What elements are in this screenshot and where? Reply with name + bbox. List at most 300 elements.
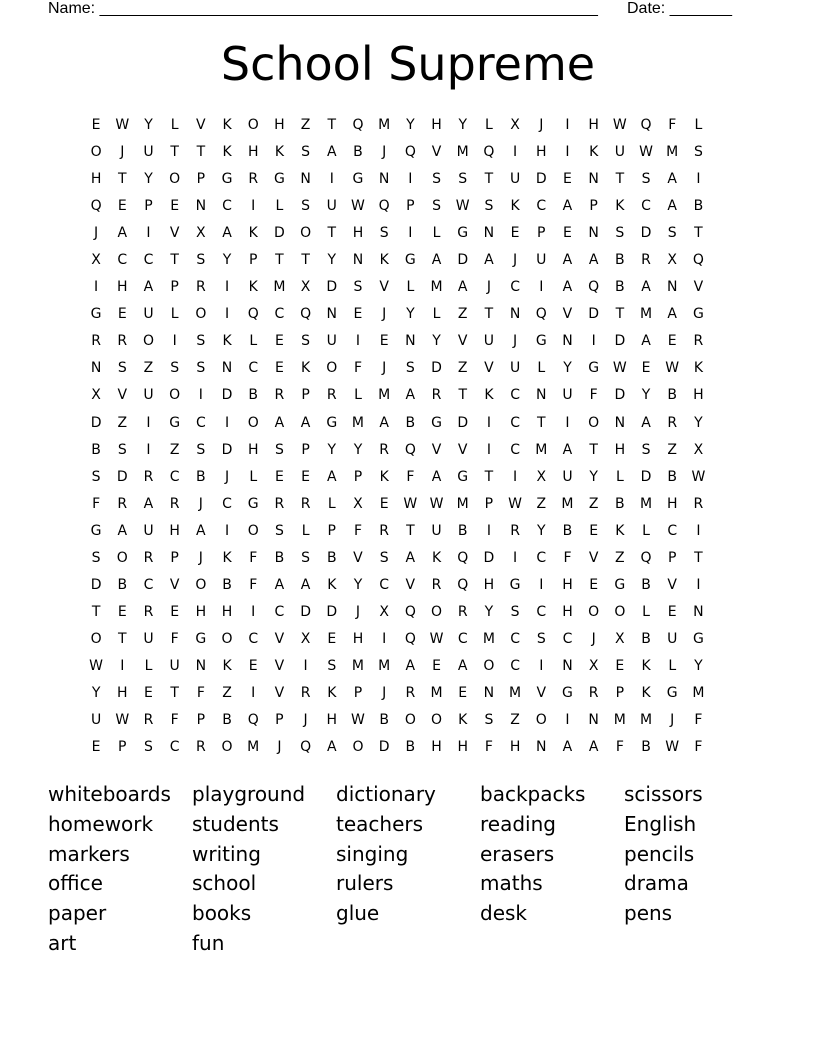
grid-cell[interactable]: U (562, 387, 573, 404)
grid-cell[interactable]: S (274, 522, 284, 539)
grid-cell[interactable]: H (562, 576, 573, 593)
grid-cell[interactable]: A (431, 468, 442, 485)
grid-cell[interactable]: K (510, 198, 520, 215)
grid-cell[interactable]: N (509, 306, 521, 323)
grid-cell[interactable]: F (694, 739, 703, 756)
grid-cell[interactable]: O (404, 712, 416, 729)
grid-cell[interactable]: H (431, 739, 442, 756)
grid-cell[interactable]: E (667, 333, 677, 350)
grid-cell[interactable]: C (510, 441, 520, 458)
grid-cell[interactable]: P (406, 198, 415, 215)
grid-cell[interactable]: W (115, 117, 130, 133)
grid-cell[interactable]: R (91, 333, 101, 350)
grid-cell[interactable]: R (457, 603, 468, 620)
grid-cell[interactable]: L (537, 360, 546, 377)
grid-cell[interactable]: C (274, 306, 285, 323)
grid-cell[interactable]: Q (692, 252, 704, 269)
grid-cell[interactable]: C (222, 198, 232, 215)
grid-cell[interactable]: B (562, 522, 573, 539)
grid-cell[interactable]: X (91, 387, 101, 404)
grid-cell[interactable]: K (615, 522, 625, 539)
grid-cell[interactable]: O (431, 603, 443, 620)
grid-cell[interactable]: A (562, 279, 573, 296)
grid-cell[interactable]: R (300, 495, 311, 512)
grid-cell[interactable]: V (274, 657, 285, 674)
grid-cell[interactable]: I (120, 657, 125, 674)
grid-cell[interactable]: E (117, 198, 127, 215)
grid-cell[interactable]: V (431, 144, 442, 161)
grid-cell[interactable]: R (143, 468, 154, 485)
grid-cell[interactable]: A (196, 522, 206, 539)
grid-cell[interactable]: U (509, 171, 521, 188)
grid-cell[interactable]: T (170, 252, 179, 269)
grid-cell[interactable]: I (486, 414, 491, 431)
grid-cell[interactable]: W (612, 360, 627, 377)
grid-cell[interactable]: G (404, 252, 416, 269)
grid-cell[interactable]: Q (404, 630, 416, 647)
grid-cell[interactable]: S (196, 333, 206, 350)
grid-cell[interactable]: T (458, 387, 467, 404)
grid-cell[interactable]: S (117, 360, 127, 377)
grid-cell[interactable]: M (456, 495, 469, 512)
grid-cell[interactable]: B (91, 441, 101, 458)
grid-cell[interactable]: R (405, 684, 416, 701)
grid-cell[interactable]: K (274, 144, 284, 161)
grid-cell[interactable]: H (195, 603, 207, 620)
grid-cell[interactable]: U (143, 144, 154, 161)
grid-cell[interactable]: S (117, 441, 127, 458)
grid-cell[interactable]: D (614, 333, 626, 350)
grid-cell[interactable]: B (405, 739, 416, 756)
grid-cell[interactable]: U (562, 468, 573, 485)
grid-cell[interactable]: E (667, 603, 677, 620)
grid-cell[interactable]: T (170, 144, 179, 161)
grid-cell[interactable]: Y (406, 306, 415, 323)
grid-cell[interactable]: G (588, 360, 600, 377)
grid-cell[interactable]: I (565, 144, 570, 161)
grid-cell[interactable]: I (565, 414, 570, 431)
grid-cell[interactable]: F (196, 684, 205, 701)
grid-cell[interactable]: U (614, 144, 625, 161)
grid-cell[interactable]: E (274, 468, 284, 485)
grid-cell[interactable]: R (379, 441, 390, 458)
grid-cell[interactable]: R (143, 603, 154, 620)
grid-cell[interactable]: J (355, 603, 361, 620)
grid-cell[interactable]: J (513, 333, 518, 350)
grid-cell[interactable]: L (432, 306, 441, 323)
grid-cell[interactable]: T (118, 630, 127, 647)
grid-cell[interactable]: H (588, 117, 599, 133)
grid-cell[interactable]: H (693, 387, 704, 404)
grid-cell[interactable]: A (405, 549, 416, 566)
grid-cell[interactable]: D (221, 387, 233, 404)
grid-cell[interactable]: U (326, 198, 337, 215)
grid-cell[interactable]: Y (406, 117, 415, 133)
grid-cell[interactable]: V (274, 684, 285, 701)
grid-cell[interactable]: J (670, 712, 675, 729)
grid-cell[interactable]: D (483, 549, 495, 566)
grid-cell[interactable]: Y (458, 117, 467, 133)
grid-cell[interactable]: C (143, 576, 154, 593)
grid-cell[interactable]: V (117, 387, 128, 404)
grid-cell[interactable]: B (248, 387, 259, 404)
grid-cell[interactable]: Q (483, 144, 495, 161)
grid-cell[interactable]: P (118, 739, 127, 756)
grid-cell[interactable]: I (94, 279, 99, 296)
grid-cell[interactable]: H (431, 117, 442, 133)
grid-cell[interactable]: E (274, 360, 284, 377)
grid-cell[interactable]: A (562, 198, 573, 215)
grid-cell[interactable]: Y (327, 252, 337, 269)
grid-cell[interactable]: T (196, 144, 206, 161)
grid-cell[interactable]: P (484, 495, 494, 512)
grid-cell[interactable]: M (378, 657, 391, 674)
grid-cell[interactable]: M (430, 279, 443, 296)
grid-cell[interactable]: R (248, 171, 259, 188)
grid-cell[interactable]: U (143, 630, 154, 647)
grid-cell[interactable]: G (247, 495, 259, 512)
grid-cell[interactable]: M (482, 630, 495, 647)
grid-cell[interactable]: A (405, 387, 416, 404)
grid-cell[interactable]: L (668, 657, 677, 674)
grid-cell[interactable]: I (486, 441, 491, 458)
grid-cell[interactable]: S (693, 144, 703, 161)
grid-cell[interactable]: X (667, 252, 678, 269)
grid-cell[interactable]: R (169, 495, 180, 512)
grid-cell[interactable]: G (352, 171, 364, 188)
grid-cell[interactable]: N (693, 603, 704, 620)
grid-cell[interactable]: A (326, 144, 337, 161)
grid-cell[interactable]: X (615, 630, 625, 647)
grid-cell[interactable]: O (614, 603, 626, 620)
grid-cell[interactable]: B (667, 387, 678, 404)
grid-cell[interactable]: B (222, 576, 232, 593)
grid-cell[interactable]: S (274, 441, 284, 458)
grid-cell[interactable]: W (115, 712, 130, 729)
grid-cell[interactable]: B (222, 712, 232, 729)
grid-cell[interactable]: N (405, 333, 416, 350)
grid-cell[interactable]: I (539, 576, 544, 593)
grid-cell[interactable]: H (536, 144, 547, 161)
grid-cell[interactable]: I (486, 522, 491, 539)
grid-cell[interactable]: N (300, 171, 311, 188)
grid-cell[interactable]: N (614, 414, 626, 431)
grid-cell[interactable]: T (170, 684, 179, 701)
grid-cell[interactable]: A (641, 333, 651, 350)
grid-cell[interactable]: C (274, 603, 285, 620)
grid-cell[interactable]: G (457, 468, 469, 485)
grid-cell[interactable]: I (408, 171, 413, 188)
grid-cell[interactable]: F (406, 468, 415, 485)
grid-cell[interactable]: J (382, 144, 387, 161)
grid-cell[interactable]: Q (352, 117, 364, 133)
grid-cell[interactable]: K (301, 360, 311, 377)
grid-cell[interactable]: V (169, 576, 180, 593)
grid-cell[interactable]: E (510, 225, 520, 242)
grid-cell[interactable]: W (665, 739, 680, 756)
grid-cell[interactable]: U (326, 333, 337, 350)
grid-cell[interactable]: M (273, 279, 286, 296)
grid-cell[interactable]: J (382, 360, 387, 377)
grid-cell[interactable]: S (405, 360, 415, 377)
grid-cell[interactable]: K (222, 657, 232, 674)
grid-cell[interactable]: I (565, 117, 570, 133)
grid-cell[interactable]: B (615, 495, 625, 512)
grid-cell[interactable]: S (379, 549, 389, 566)
grid-cell[interactable]: A (117, 522, 128, 539)
grid-cell[interactable]: B (457, 522, 468, 539)
grid-cell[interactable]: S (301, 549, 311, 566)
grid-cell[interactable]: G (273, 171, 285, 188)
grid-cell[interactable]: V (274, 630, 285, 647)
grid-cell[interactable]: H (483, 576, 495, 593)
grid-cell[interactable]: A (484, 252, 494, 269)
grid-cell[interactable]: J (513, 252, 518, 269)
grid-cell[interactable]: O (221, 739, 233, 756)
grid-cell[interactable]: W (351, 198, 365, 215)
grid-cell[interactable]: X (300, 279, 311, 296)
grid-cell[interactable]: A (431, 252, 442, 269)
grid-cell[interactable]: O (326, 360, 338, 377)
grid-cell[interactable]: J (120, 144, 125, 161)
grid-cell[interactable]: M (456, 144, 469, 161)
grid-cell[interactable]: I (696, 522, 701, 539)
grid-cell[interactable]: L (301, 522, 310, 539)
grid-cell[interactable]: I (382, 630, 387, 647)
grid-cell[interactable]: B (405, 414, 416, 431)
grid-cell[interactable]: X (588, 657, 599, 674)
grid-cell[interactable]: W (429, 630, 444, 647)
grid-cell[interactable]: E (144, 684, 153, 701)
grid-cell[interactable]: H (169, 522, 180, 539)
grid-cell[interactable]: W (508, 495, 523, 512)
grid-cell[interactable]: Q (378, 198, 390, 215)
grid-cell[interactable]: P (170, 279, 179, 296)
grid-cell[interactable]: P (327, 522, 336, 539)
grid-cell[interactable]: I (539, 657, 544, 674)
grid-cell[interactable]: R (300, 684, 311, 701)
grid-cell[interactable]: E (432, 657, 441, 674)
grid-cell[interactable]: E (170, 198, 180, 215)
grid-cell[interactable]: A (667, 198, 677, 215)
grid-cell[interactable]: K (222, 144, 232, 161)
grid-cell[interactable]: E (248, 657, 258, 674)
grid-cell[interactable]: I (198, 387, 203, 404)
grid-cell[interactable]: S (144, 739, 153, 756)
grid-cell[interactable]: U (143, 522, 154, 539)
grid-cell[interactable]: Z (615, 549, 625, 566)
grid-cell[interactable]: D (116, 468, 128, 485)
grid-cell[interactable]: Y (641, 387, 651, 404)
grid-cell[interactable]: O (247, 414, 259, 431)
grid-cell[interactable]: U (431, 522, 442, 539)
grid-cell[interactable]: L (432, 225, 441, 242)
grid-cell[interactable]: Q (90, 198, 102, 215)
grid-cell[interactable]: M (351, 414, 365, 431)
grid-cell[interactable]: A (457, 657, 468, 674)
grid-cell[interactable]: B (641, 630, 651, 647)
grid-cell[interactable]: F (249, 576, 258, 593)
grid-cell[interactable]: U (90, 712, 102, 729)
grid-cell[interactable]: N (326, 306, 338, 323)
grid-cell[interactable]: R (117, 495, 128, 512)
grid-cell[interactable]: M (351, 657, 365, 674)
grid-cell[interactable]: S (379, 225, 389, 242)
grid-cell[interactable]: A (641, 414, 651, 431)
grid-cell[interactable]: I (355, 333, 361, 350)
grid-cell[interactable]: X (91, 252, 101, 269)
grid-cell[interactable]: K (458, 712, 468, 729)
grid-cell[interactable]: P (615, 684, 625, 701)
grid-cell[interactable]: K (248, 279, 258, 296)
grid-cell[interactable]: N (562, 333, 573, 350)
grid-cell[interactable]: A (300, 414, 311, 431)
grid-cell[interactable]: S (432, 171, 441, 188)
grid-cell[interactable]: A (117, 225, 128, 242)
grid-cell[interactable]: N (195, 198, 207, 215)
grid-cell[interactable]: J (198, 495, 203, 512)
grid-cell[interactable]: P (353, 468, 363, 485)
grid-cell[interactable]: E (91, 117, 101, 133)
grid-cell[interactable]: C (379, 576, 390, 593)
grid-cell[interactable]: Y (144, 171, 153, 188)
grid-cell[interactable]: S (458, 171, 468, 188)
grid-cell[interactable]: H (247, 144, 259, 161)
grid-cell[interactable]: F (92, 495, 101, 512)
grid-cell[interactable]: T (615, 306, 625, 323)
grid-cell[interactable]: S (432, 198, 441, 215)
grid-cell[interactable]: Q (300, 739, 312, 756)
grid-cell[interactable]: Y (589, 468, 598, 485)
grid-cell[interactable]: R (431, 387, 442, 404)
grid-cell[interactable]: P (353, 684, 363, 701)
grid-cell[interactable]: E (379, 333, 389, 350)
grid-cell[interactable]: Z (510, 712, 520, 729)
grid-cell[interactable]: G (221, 171, 233, 188)
grid-cell[interactable]: P (301, 441, 310, 458)
grid-cell[interactable]: Y (222, 252, 232, 269)
grid-cell[interactable]: S (327, 657, 337, 674)
grid-cell[interactable]: C (169, 468, 180, 485)
grid-cell[interactable]: I (146, 414, 151, 431)
grid-cell[interactable]: W (612, 117, 627, 133)
grid-cell[interactable]: B (693, 198, 704, 215)
grid-cell[interactable]: Q (457, 576, 469, 593)
grid-cell[interactable]: L (327, 495, 336, 512)
grid-cell[interactable]: N (562, 657, 573, 674)
grid-cell[interactable]: Q (588, 279, 600, 296)
grid-cell[interactable]: I (251, 198, 256, 215)
grid-cell[interactable]: X (693, 441, 704, 458)
grid-cell[interactable]: M (639, 712, 653, 729)
grid-cell[interactable]: C (667, 522, 678, 539)
grid-cell[interactable]: I (146, 225, 151, 242)
grid-cell[interactable]: B (641, 576, 651, 593)
grid-cell[interactable]: A (274, 576, 285, 593)
grid-cell[interactable]: G (90, 306, 102, 323)
grid-cell[interactable]: T (484, 306, 494, 323)
grid-cell[interactable]: K (327, 576, 337, 593)
grid-cell[interactable]: D (90, 576, 102, 593)
name-field-label[interactable]: Name: ________________________________________________________ (48, 0, 598, 17)
grid-cell[interactable]: H (614, 441, 626, 458)
grid-cell[interactable]: I (565, 712, 570, 729)
grid-cell[interactable]: C (248, 630, 259, 647)
grid-cell[interactable]: O (169, 171, 181, 188)
grid-cell[interactable]: E (458, 684, 468, 701)
grid-cell[interactable]: A (143, 279, 154, 296)
grid-cell[interactable]: S (91, 468, 101, 485)
grid-cell[interactable]: R (274, 387, 285, 404)
grid-cell[interactable]: K (327, 684, 337, 701)
grid-cell[interactable]: M (378, 117, 391, 133)
grid-cell[interactable]: P (170, 549, 179, 566)
grid-cell[interactable]: Y (563, 360, 572, 377)
grid-cell[interactable]: T (484, 468, 494, 485)
grid-cell[interactable]: O (300, 225, 312, 242)
grid-cell[interactable]: G (90, 522, 102, 539)
grid-cell[interactable]: H (247, 441, 259, 458)
grid-cell[interactable]: S (196, 360, 206, 377)
grid-cell[interactable]: J (198, 549, 203, 566)
grid-cell[interactable]: I (303, 657, 308, 674)
grid-cell[interactable]: T (484, 171, 494, 188)
grid-cell[interactable]: C (510, 279, 520, 296)
grid-cell[interactable]: V (588, 549, 599, 566)
grid-cell[interactable]: H (221, 603, 233, 620)
grid-cell[interactable]: E (615, 657, 625, 674)
grid-cell[interactable]: P (196, 171, 206, 188)
grid-cell[interactable]: E (641, 360, 651, 377)
grid-cell[interactable]: M (613, 712, 626, 729)
grid-cell[interactable]: Y (694, 657, 703, 674)
grid-cell[interactable]: Y (91, 684, 101, 701)
grid-cell[interactable]: P (248, 252, 258, 269)
grid-cell[interactable]: K (431, 549, 442, 566)
grid-cell[interactable]: Q (404, 603, 416, 620)
grid-cell[interactable]: C (169, 739, 180, 756)
grid-cell[interactable]: B (326, 549, 337, 566)
grid-cell[interactable]: C (510, 657, 520, 674)
grid-cell[interactable]: C (536, 603, 547, 620)
grid-cell[interactable]: D (300, 603, 311, 620)
grid-cell[interactable]: R (274, 495, 285, 512)
grid-cell[interactable]: I (513, 549, 518, 566)
grid-cell[interactable]: Z (169, 441, 180, 458)
grid-cell[interactable]: Y (327, 441, 337, 458)
grid-cell[interactable]: U (483, 333, 495, 350)
grid-cell[interactable]: O (90, 630, 102, 647)
grid-cell[interactable]: G (457, 225, 469, 242)
grid-cell[interactable]: F (170, 630, 179, 647)
grid-cell[interactable]: E (117, 306, 127, 323)
grid-cell[interactable]: W (429, 495, 444, 512)
grid-cell[interactable]: K (484, 387, 494, 404)
grid-cell[interactable]: N (666, 279, 678, 296)
grid-cell[interactable]: F (353, 360, 362, 377)
grid-cell[interactable]: N (378, 171, 390, 188)
grid-cell[interactable]: A (562, 739, 573, 756)
grid-cell[interactable]: J (224, 468, 230, 485)
grid-cell[interactable]: Q (404, 441, 416, 458)
grid-cell[interactable]: D (326, 279, 338, 296)
grid-cell[interactable]: R (143, 549, 154, 566)
grid-cell[interactable]: H (352, 630, 364, 647)
grid-cell[interactable]: H (509, 739, 521, 756)
grid-cell[interactable]: L (694, 117, 703, 133)
grid-cell[interactable]: S (196, 441, 206, 458)
grid-cell[interactable]: Y (537, 522, 546, 539)
